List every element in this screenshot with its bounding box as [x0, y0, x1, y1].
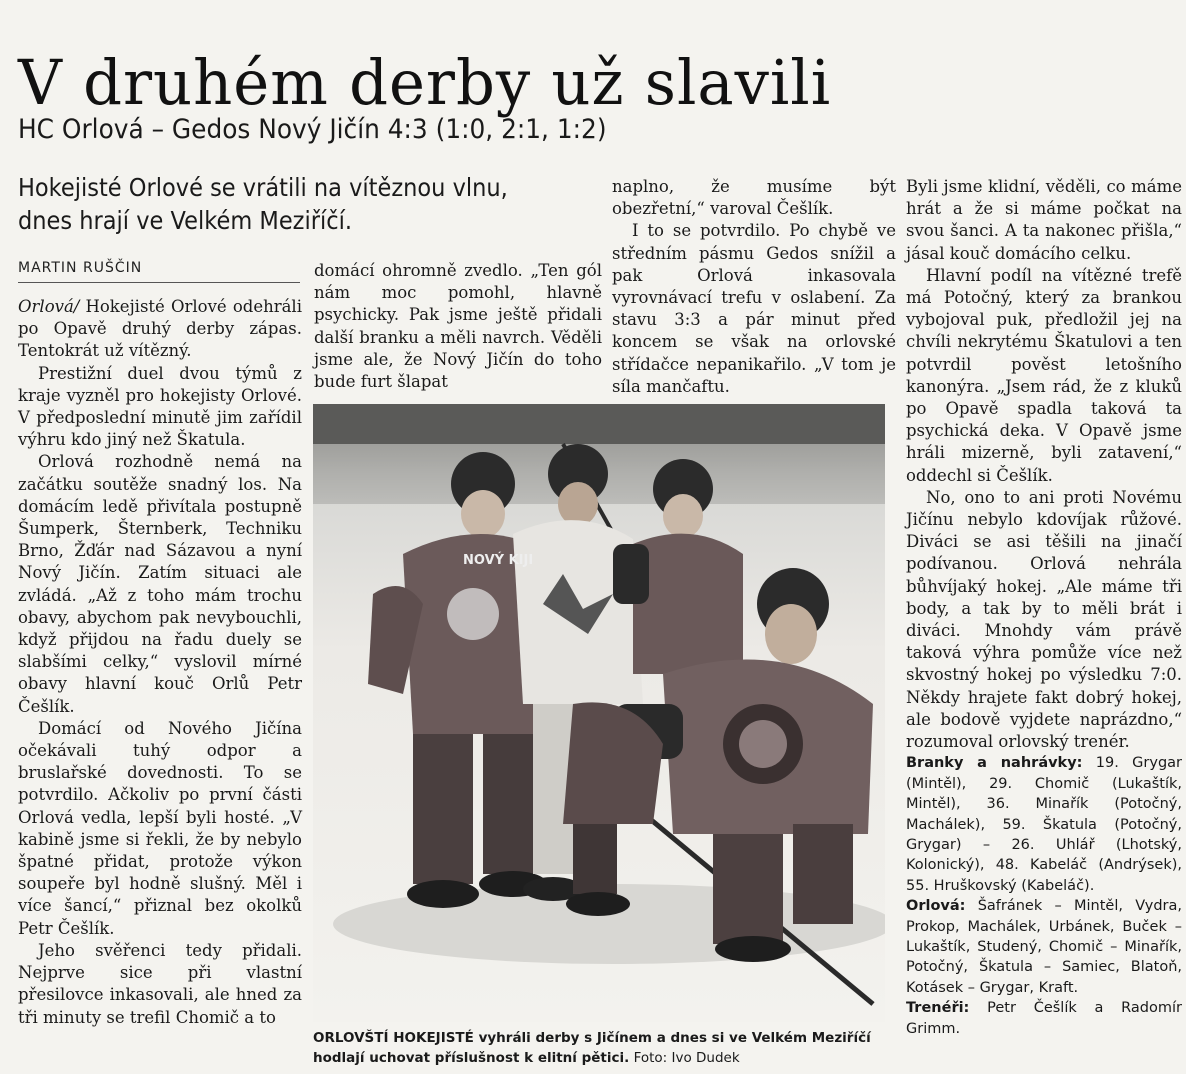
goals-summary — [906, 753, 1182, 896]
paragraph-text: Hokejisté Orlové odehráli po Opavě druhý derby zápas. Tentokrát už vítězný. — [18, 297, 302, 361]
article-paragraph: Hlavní podíl na vítězné trefě má Potočný, který za brankou vybojoval puk, předložil jej na chvíli nekrytému Škatulovi a ten potvrdil pověst letošního kanonýra. „Jsem rád, že z kluků po Opavě spadla taková ta psychická deka. V Opavě jsme hráli mizerně, byli zatavení,“ oddechl si Češlík. — [906, 265, 1182, 485]
dateline: Orlová/ — [18, 297, 80, 316]
player-lower — [563, 702, 663, 916]
article-paragraph: No, ono to ani proti Novému Jičínu nebylo kdovíjak růžové. Diváci se asi těšili na jinačí podívanou. Orlová nehrála bůhvíjaký hokej. „Ale máme tři body, a tak by to měli brát i diváci. Mnohdy vám právě taková výhra pomůže více než skvostný hokej po výsledku 7:0. Někdy hrajete fakt dobrý hokej, ale bodově vyjdete naprázdno,“ rozumoval orlovský trenér. — [906, 487, 1182, 752]
article-paragraph: Jeho svěřenci tedy přidali. Nejprve sice při vlastní přesilovce inkasovali, ale hned za tři minuty se trefil Chomič a to — [18, 940, 302, 1027]
article-column-4 — [906, 176, 1182, 1039]
caption-text: vyhráli derby s Jičínem a dnes si ve Velkém Meziříčí hodlají uchovat příslušnost k elitní pětici. — [313, 1030, 871, 1066]
lineup-label: Orlová: — [906, 898, 966, 915]
article-paragraph: I to se potvrdilo. Po chybě ve středním pásmu Gedos snížil a pak Orlová inkasovala vyrovnávací trefu v oslabení. Za stavu 3:3 a pár minut před koncem se však na orlovské střídačce nepanikařilo. „V tom je síla mančaftu. — [612, 221, 896, 396]
byline: MARTIN RUŠČIN — [18, 260, 300, 283]
article-paragraph: naplno, že musíme být obezřetní,“ varoval Češlík. — [612, 177, 896, 219]
jersey-lettering: NOVÝ KIJI — [463, 553, 534, 568]
photo-credit: Foto: Ivo Dudek — [629, 1050, 740, 1066]
goals-label: Branky a nahrávky: — [906, 755, 1083, 772]
article-column-3 — [612, 176, 896, 398]
article-column-1 — [18, 296, 302, 1029]
headline: V druhém derby už slavili — [18, 45, 832, 119]
arena-stands — [313, 404, 885, 444]
article-paragraph: Byli jsme klidní, věděli, co máme hrát a že si máme počkat na svou šanci. A ta nakonec přišla,“ jásal kouč domácího celku. — [906, 177, 1182, 263]
lineup-text: Šafránek – Mintěl, Vydra, Prokop, Machálek, Urbánek, Buček – Lukaštík, Studený, Chomič – Minařík, Potočný, Škatula – Samiec, Blatoň, Kotásek – Grygar, Kraft. — [906, 898, 1182, 996]
article-paragraph: Orlová rozhodně nemá na začátku soutěže snadný los. Na domácím ledě přivítala postupně Šumperk, Šternberk, Techniku Brno, Žďár nad Sázavou a nyní Nový Jičín. Zatím situaci ale zvládá. „Až z toho mám trochu obavy, abychom pak nevybouchli, když přijdou na řadu duely se slabšími celky,“ vyslovil mírné obavy hlavní kouč Orlů Petr Češlík. — [18, 452, 302, 716]
coaches-label: Trenéři: — [906, 1000, 970, 1017]
lineup-summary — [906, 896, 1182, 998]
article-paragraph: domácí ohromně zvedlo. „Ten gól nám moc pomohl, hlavně psychicky. Pak jsme ještě přidali další branku a měli navrch. Věděli jsme ale, že Nový Jičín do toho bude furt šlapat — [314, 261, 602, 392]
caption-lead: ORLOVŠTÍ HOKEJISTÉ — [313, 1030, 474, 1046]
article-paragraph: Domácí od Nového Jičína očekávali tuhý odpor a bruslařské dovednosti. To se potvrdilo. Ačkoliv po první části Orlová vedla, lepší byli hosté. „V kabině jsme si řekli, že by nebylo špatné přidat, protože výkon soupeře byl hodně slušný. Měl i více šancí,“ přiznal bez okolků Petr Češlík. — [18, 718, 302, 938]
lede: Hokejisté Orlové se vrátili na vítěznou vlnu, dnes hrají ve Velkém Meziříčí. — [18, 173, 508, 235]
coaches-text: Petr Češlík a Radomír Grimm. — [906, 1000, 1182, 1037]
hockey-players-illustration — [313, 404, 885, 1022]
goals-text: 19. Grygar (Mintěl), 29. Chomič (Lukaštík, Mintěl), 36. Minařík (Potočný, Machálek), 59. Škatula (Potočný, Grygar) – 26. Uhlář (Lhotský, Kolonický), 48. Kabeláč (Andrýsek), 55. Hruškovský (Kabeláč). — [906, 755, 1183, 894]
article-column-2 — [314, 260, 602, 393]
photo-caption — [313, 1028, 885, 1068]
hockey-photo — [313, 404, 885, 1022]
coaches-summary — [906, 998, 1182, 1039]
article-paragraph: Prestižní duel dvou týmů z kraje vyzněl pro hokejisty Orlové. V předposlední minutě jim zařídil výhru kdo jiný než Škatula. — [18, 363, 302, 450]
subhead-score: HC Orlová – Gedos Nový Jičín 4:3 (1:0, 2:1, 1:2) — [18, 114, 607, 145]
article-paragraph — [18, 296, 302, 363]
